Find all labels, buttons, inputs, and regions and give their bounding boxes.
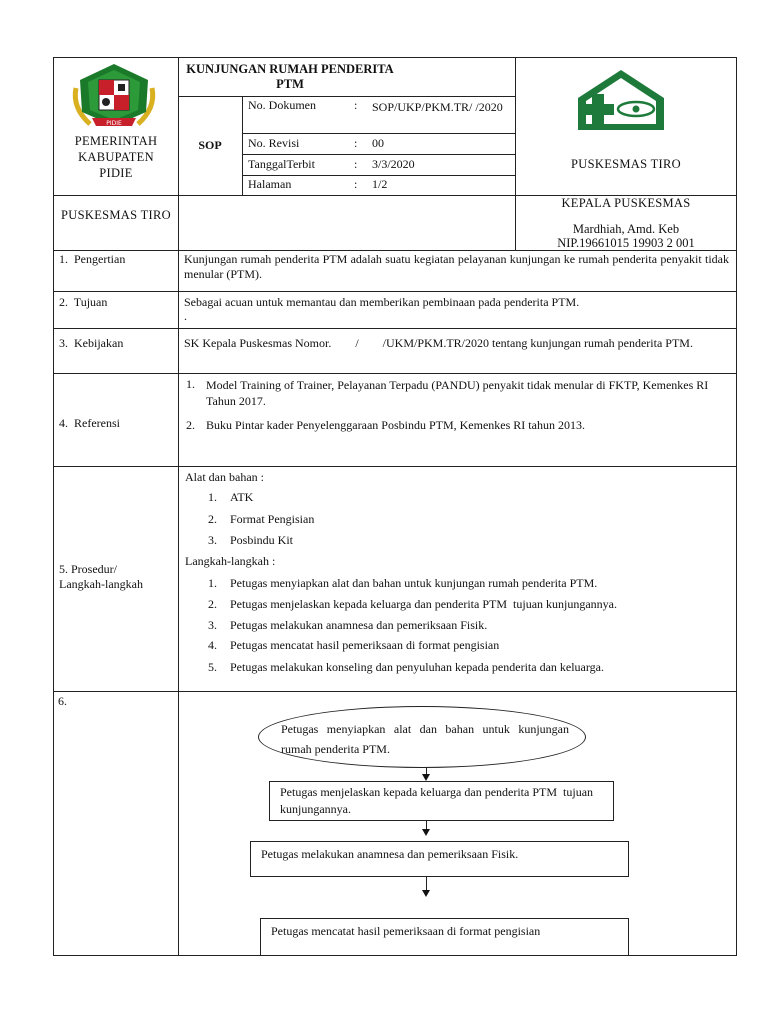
langkah-num-5: 5. xyxy=(208,660,217,674)
row-line-title xyxy=(178,96,515,97)
row-line-kebijakan xyxy=(53,373,737,374)
doc-field-value-3: 3/3/2020 xyxy=(372,157,415,171)
kebijakan-label: 3. Kebijakan xyxy=(59,336,124,350)
langkah-heading: Langkah-langkah : xyxy=(185,554,276,568)
pengertian-text: Kunjungan rumah penderita PTM adalah suatu kegiatan pelayanan kunjungan ke rumah penderita penyakit tidak menular (PTM). xyxy=(184,252,729,281)
doc-field-value-2: 00 xyxy=(372,136,384,150)
prosedur-label-text: 5. Prosedur/ Langkah-langkah xyxy=(59,562,143,591)
doc-field-sep-4: : xyxy=(354,177,358,191)
langkah-num-3: 3. xyxy=(208,618,217,632)
logo-caption: PIDIE xyxy=(106,120,122,127)
puskesmas-logo xyxy=(574,68,668,132)
tujuan-extra: . xyxy=(184,309,187,323)
langkah-text-4: Petugas mencatat hasil pemeriksaan di format pengisian xyxy=(230,638,500,652)
right-org-name: PUSKESMAS TIRO xyxy=(571,157,681,171)
langkah-text-3: Petugas melakukan anamnesa dan pemeriksaan Fisik. xyxy=(230,618,488,632)
pidie-logo xyxy=(68,60,160,132)
referensi-label: 4. Referensi xyxy=(59,416,120,430)
doc-field-sep-1: : xyxy=(354,98,358,112)
pengertian-label: 1. Pengertian xyxy=(59,252,126,266)
row-line-referensi xyxy=(53,466,737,467)
signatory-title: KEPALA PUSKESMAS xyxy=(561,196,691,210)
referensi-text-1: Model Training of Trainer, Pelayanan Terpadu (PANDU) penyakit tidak menular di FKTP, Kemenkes RI Tahun 2017. xyxy=(206,378,709,408)
flow-step-3-text: Petugas melakukan anamnesa dan pemeriksaan Fisik. xyxy=(261,847,519,861)
flow-arrowhead-1 xyxy=(422,774,430,781)
table-border-left xyxy=(53,57,54,956)
unit-name: PUSKESMAS TIRO xyxy=(61,208,171,222)
langkah-num-4: 4. xyxy=(208,638,217,652)
row-line-doc3 xyxy=(242,175,515,176)
alat-text-1: ATK xyxy=(230,490,254,504)
langkah-text-2: Petugas menjelaskan kepada keluarga dan penderita PTM tujuan kunjungannya. xyxy=(230,597,617,611)
prosedur-label xyxy=(59,562,174,592)
flow-step-1-text: Petugas menyiapkan alat dan bahan untuk kunjungan rumah penderita PTM. xyxy=(281,722,569,756)
referensi-num-2: 2. xyxy=(186,418,195,432)
alat-text-3: Posbindu Kit xyxy=(230,533,294,547)
doc-field-label-3: TanggalTerbit xyxy=(248,157,315,171)
table-border-top xyxy=(53,57,737,58)
flow-arrow-2 xyxy=(426,820,427,829)
flow-step-4 xyxy=(260,918,629,956)
langkah-text-5: Petugas melakukan konseling dan penyuluhan kepada penderita dan keluarga. xyxy=(230,660,604,674)
sop-label: SOP xyxy=(198,138,222,152)
langkah-text-1: Petugas menyiapkan alat dan bahan untuk kunjungan rumah penderita PTM. xyxy=(230,576,598,590)
referensi-text-2: Buku Pintar kader Penyelenggaraan Posbindu PTM, Kemenkes RI tahun 2013. xyxy=(206,418,585,432)
flow-step-2 xyxy=(269,781,614,821)
alat-num-2: 2. xyxy=(208,512,217,526)
referensi-num-1: 1. xyxy=(186,377,195,391)
alat-heading: Alat dan bahan : xyxy=(185,470,264,484)
langkah-num-2: 2. xyxy=(208,597,217,611)
signatory-nip: NIP.19661015 19903 2 001 xyxy=(557,236,695,250)
row-line-pengertian xyxy=(53,291,737,292)
doc-field-value-4: 1/2 xyxy=(372,177,388,191)
doc-field-value-1: SOP/UKP/PKM.TR/ /2020 xyxy=(372,100,503,114)
doc-field-label-4: Halaman xyxy=(248,177,292,191)
signatory-name: Mardhiah, Amd. Keb xyxy=(572,222,680,236)
col-divider-3 xyxy=(515,57,516,250)
flow-step-3 xyxy=(250,841,629,877)
row-line-doc1 xyxy=(242,133,515,134)
flow-step-2-text: Petugas menjelaskan kepada keluarga dan penderita PTM tujuan kunjungannya. xyxy=(280,785,597,816)
doc-field-sep-3: : xyxy=(354,157,358,171)
doc-field-label-1: No. Dokumen xyxy=(248,98,316,112)
kebijakan-text: SK Kepala Puskesmas Nomor. / /UKM/PKM.TR/2020 tentang kunjungan rumah penderita PTM. xyxy=(184,336,693,350)
alat-num-1: 1. xyxy=(208,490,217,504)
row-line-prosedur xyxy=(53,691,737,692)
diagram-label: 6. xyxy=(58,694,67,708)
flow-arrowhead-2 xyxy=(422,829,430,836)
row-line-doc2 xyxy=(242,154,515,155)
page-title: KUNJUNGAN RUMAH PENDERITA PTM xyxy=(186,62,394,91)
row-line-tujuan xyxy=(53,328,737,329)
alat-num-3: 3. xyxy=(208,533,217,547)
flow-step-4-text: Petugas mencatat hasil pemeriksaan di format pengisian xyxy=(271,924,541,938)
tujuan-label: 2. Tujuan xyxy=(59,295,108,309)
flow-arrow-3 xyxy=(426,876,427,890)
alat-text-2: Format Pengisian xyxy=(230,512,315,526)
doc-field-label-2: No. Revisi xyxy=(248,136,300,150)
langkah-num-1: 1. xyxy=(208,576,217,590)
left-org-name: PEMERINTAH KABUPATEN PIDIE xyxy=(74,134,158,180)
col-divider-sop xyxy=(242,96,243,195)
tujuan-text: Sebagai acuan untuk memantau dan memberikan pembinaan pada penderita PTM. xyxy=(184,295,580,309)
flow-step-start xyxy=(258,706,586,768)
col-divider-1 xyxy=(178,57,179,955)
table-border-right xyxy=(736,57,737,956)
flow-arrowhead-3 xyxy=(422,890,430,897)
doc-field-sep-2: : xyxy=(354,136,358,150)
